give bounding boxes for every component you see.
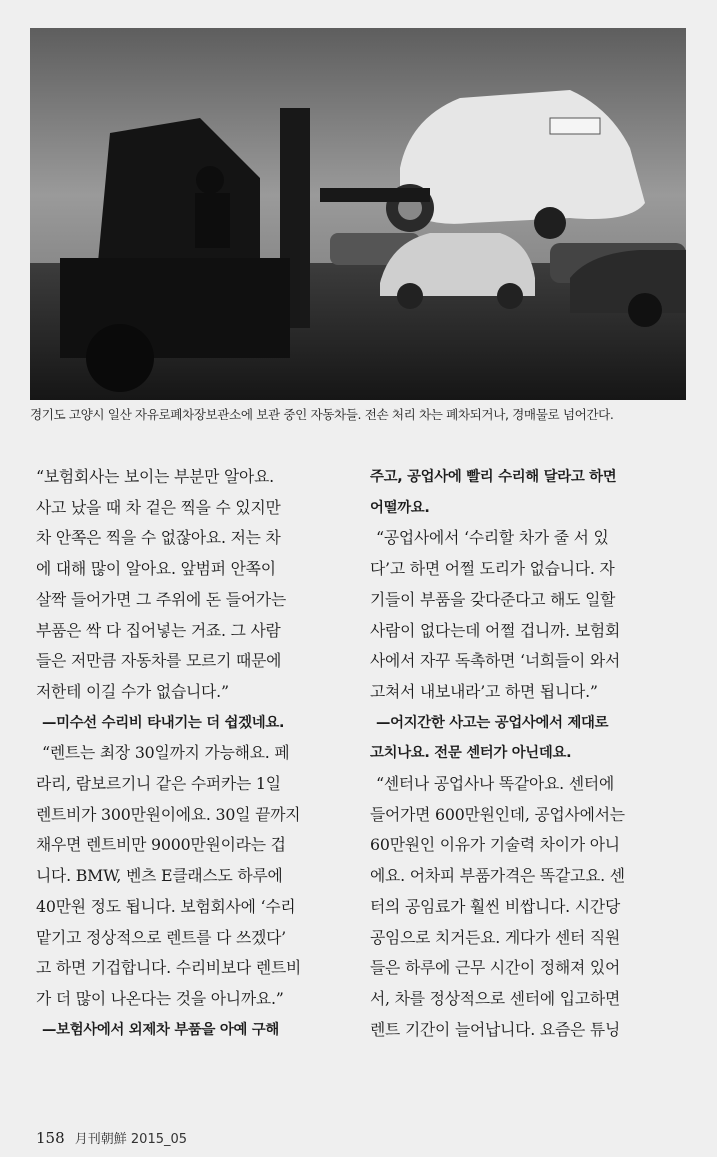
- interviewer-question: —보험사에서 외제차 부품을 아예 구해: [42, 1021, 279, 1038]
- magazine-name: 月刊朝鮮 2015_05: [74, 1132, 188, 1147]
- right-column: [370, 462, 686, 1045]
- article-photo: [30, 28, 686, 400]
- interviewer-question: —미수선 수리비 타내기는 더 쉽겠네요.: [42, 714, 285, 731]
- photo-caption: 경기도 고양시 일산 자유로폐차장보관소에 보관 중인 자동차들. 전손 처리 차는 폐차되거나, 경매물로 넘어간다.: [30, 407, 614, 422]
- answer-paragraph: “렌트는 최장 30일까지 가능해요. 페 라리, 람보르기니 같은 수퍼카는 1일 렌트비가 300만원이에요. 30일 끝까지 채우면 렌트비만 9000만원이라는 겁 니다. BMW, 벤츠 E클래스도 하루에 40만원 정도 됩니다. 보험회사에 ‘수리 맡기고 정상적으로 렌트를 다 쓰겠다’ 고 하면 기겁합니다. 수리비보다 렌트비 가 더 많이 나온다는 것을 아니까요.”: [36, 743, 302, 1008]
- answer-paragraph: “보험회사는 보이는 부분만 알아요. 사고 났을 때 차 겉은 찍을 수 있지만 차 안쪽은 찍을 수 없잖아요. 저는 차 에 대해 많이 알아요. 앞범퍼 안쪽이 살짝 들어가면 그 주위에 돈 들어가는 부품은 싹 다 집어넣는 거죠. 그 사람 들은 저만큼 자동차를 모르기 때문에 저한테 이길 수가 없습니다.”: [36, 467, 287, 701]
- answer-paragraph: “공업사에서 ‘수리할 차가 줄 서 있 다’고 하면 어쩔 도리가 없습니다. 자 기들이 부품을 갖다준다고 해도 일할 사람이 없다는데 어쩔 겁니까. 보험회 사에서 자꾸 독촉하면 ‘너희들이 와서 고쳐서 내보내라’고 하면 됩니다.”: [370, 528, 621, 701]
- answer-paragraph: “센터나 공업사나 똑같아요. 센터에 들어가면 600만원인데, 공업사에서는 60만원인 이유가 기술력 차이가 아니 에요. 어차피 부품가격은 똑같고요. 센 터의 공임료가 훨씬 비쌉니다. 시간당 공임으로 치거든요. 게다가 센터 직원 들은 하루에 근무 시간이 정해져 있어 서, 차를 정상적으로 센터에 입고하면 렌트 기간이 늘어납니다. 요즘은 튜닝: [370, 774, 625, 1039]
- page-number: 158: [36, 1129, 65, 1147]
- page-footer: [36, 1128, 187, 1147]
- interviewer-question: 주고, 공업사에 빨리 수리해 달라고 하면 어떨까요.: [370, 469, 617, 516]
- interviewer-question: —어지간한 사고는 공업사에서 제대로 고치나요. 전문 센터가 아닌데요.: [370, 714, 609, 762]
- left-column: [36, 462, 352, 1045]
